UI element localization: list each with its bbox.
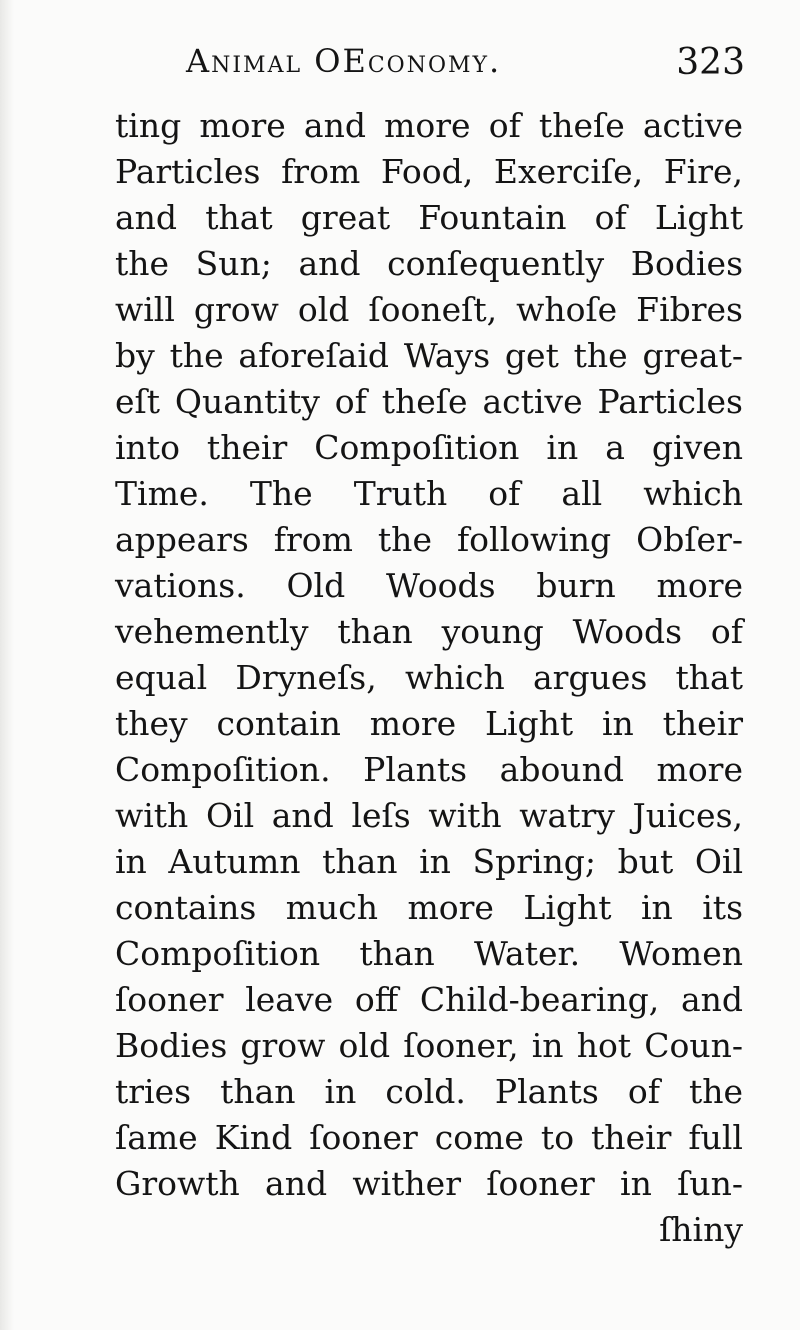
text-line: into their Compoſition in a given <box>115 428 743 467</box>
text-line: ſame Kind ſooner come to their full <box>115 1118 743 1157</box>
text-line: in Autumn than in Spring; but Oil <box>115 842 743 881</box>
text-line: tries than in cold. Plants of the <box>115 1072 743 1111</box>
text-line: will grow old ſooneſt, whoſe Fibres <box>115 290 743 329</box>
running-header <box>150 36 745 86</box>
text-line: the Sun; and conſequently Bodies <box>115 244 743 283</box>
page-number: 323 <box>676 42 745 83</box>
text-line: and that great Fountain of Light <box>115 198 743 237</box>
text-line: ſooner leave off Child-bearing, and <box>115 980 743 1019</box>
text-line: by the aforeſaid Ways get the great- <box>115 336 743 375</box>
text-line: Growth and wither ſooner in ſun- <box>115 1164 743 1203</box>
text-line: appears from the following Obſer- <box>115 520 743 559</box>
text-line: Bodies grow old ſooner, in hot Coun- <box>115 1026 743 1065</box>
text-line: Compoſition. Plants abound more <box>115 750 743 789</box>
catchword: ſhiny <box>659 1210 743 1249</box>
text-line: eſt Quantity of theſe active Particles <box>115 382 743 421</box>
text-line: Time. The Truth of all which <box>115 474 743 513</box>
page-edge-shadow <box>0 0 14 1330</box>
text-line: equal Dryneſs, which argues that <box>115 658 743 697</box>
text-line: vehemently than young Woods of <box>115 612 743 651</box>
text-line: contains much more Light in its <box>115 888 743 927</box>
running-title: Animal OEconomy. <box>186 42 502 80</box>
body-text <box>115 103 743 1253</box>
text-line: Particles from Food, Exerciſe, Fire, <box>115 152 743 191</box>
text-line: vations. Old Woods burn more <box>115 566 743 605</box>
text-line: ting more and more of theſe active <box>115 106 743 145</box>
text-line: with Oil and leſs with watry Juices, <box>115 796 743 835</box>
text-line: Compoſition than Water. Women <box>115 934 743 973</box>
text-line: they contain more Light in their <box>115 704 743 743</box>
